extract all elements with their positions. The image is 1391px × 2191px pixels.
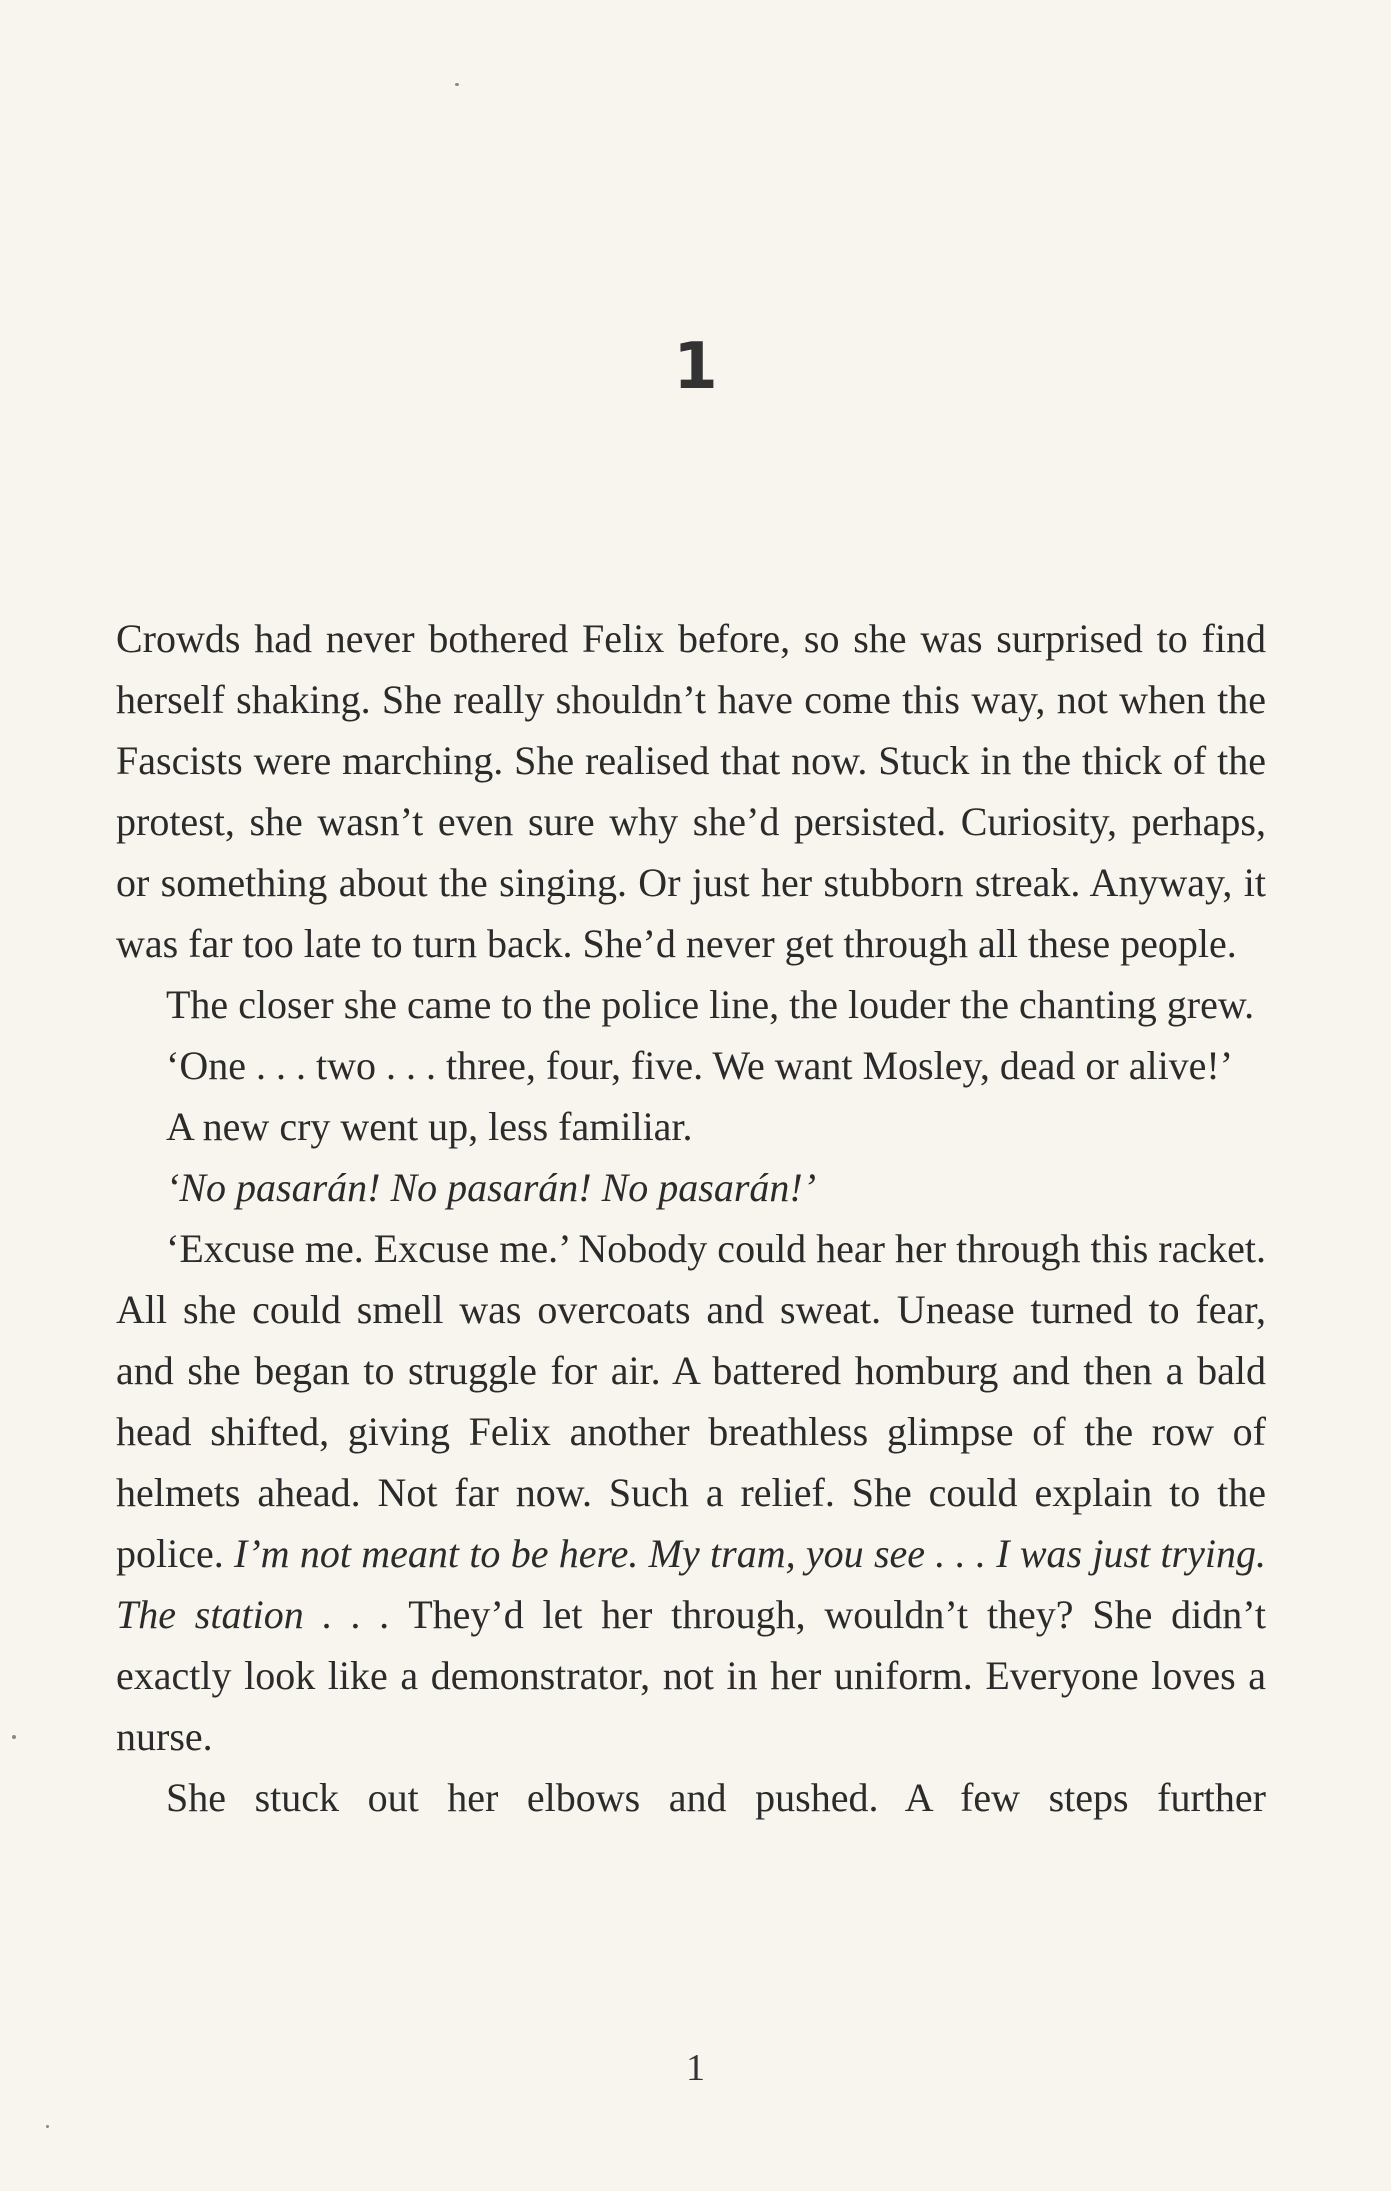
paragraph [116,1157,1266,1218]
page-number: 1 [686,2047,705,2089]
paragraph-text: Crowds had never bothered Felix before, so she was surprised to find herself shaking. She really shouldn’t have come this way, not when the Fascists were marching. She realised that now. Stuck in the thick of the protest, she wasn’t even sure why she’d persisted. Curiosity, perhaps, or something about the singing. Or just her stubborn streak. Anyway, it was far too late to turn back. She’d never get through all these people. [116,616,1266,966]
paragraph [116,1767,1266,1828]
paragraph [116,608,1266,974]
paragraph-text: She stuck out her elbows and pushed. A few steps further [166,1775,1266,1820]
dialogue-text: ‘One . . . two . . . three, four, five. We want Mosley, dead or alive!’ [166,1043,1234,1088]
italic-chant: ‘No pasarán! No pasarán! No pasarán!’ [166,1165,817,1210]
paragraph-text: ‘Excuse me. Excuse me.’ Nobody could hear her through this racket. All she could smell was overcoats and sweat. Unease turned to fear, and she began to struggle for air. A battered homburg and then a bald head shifted, giving Felix another breathless glimpse of the row of helmets ahead. Not far now. Such a relief. She could explain to the police. [116,1226,1266,1576]
body-text [116,608,1266,1828]
paragraph [116,974,1266,1035]
chapter-number: 1 [673,330,718,404]
paragraph [116,1096,1266,1157]
scan-speck [46,2125,49,2128]
scan-speck [12,1735,16,1739]
paragraph-text: They’d let her through, wouldn’t they? She didn’t exactly look like a demonstrator, not in her uniform. Everyone loves a nurse. [116,1592,1266,1759]
italic-thought: I’m not meant to be here. My tram, you see . . . I was just trying. The station . . . [116,1531,1266,1637]
paragraph [116,1218,1266,1767]
scan-speck [455,83,459,86]
paragraph-text: A new cry went up, less familiar. [166,1104,693,1149]
paragraph-text: The closer she came to the police line, the louder the chanting grew. [166,982,1255,1027]
paragraph [116,1035,1266,1096]
